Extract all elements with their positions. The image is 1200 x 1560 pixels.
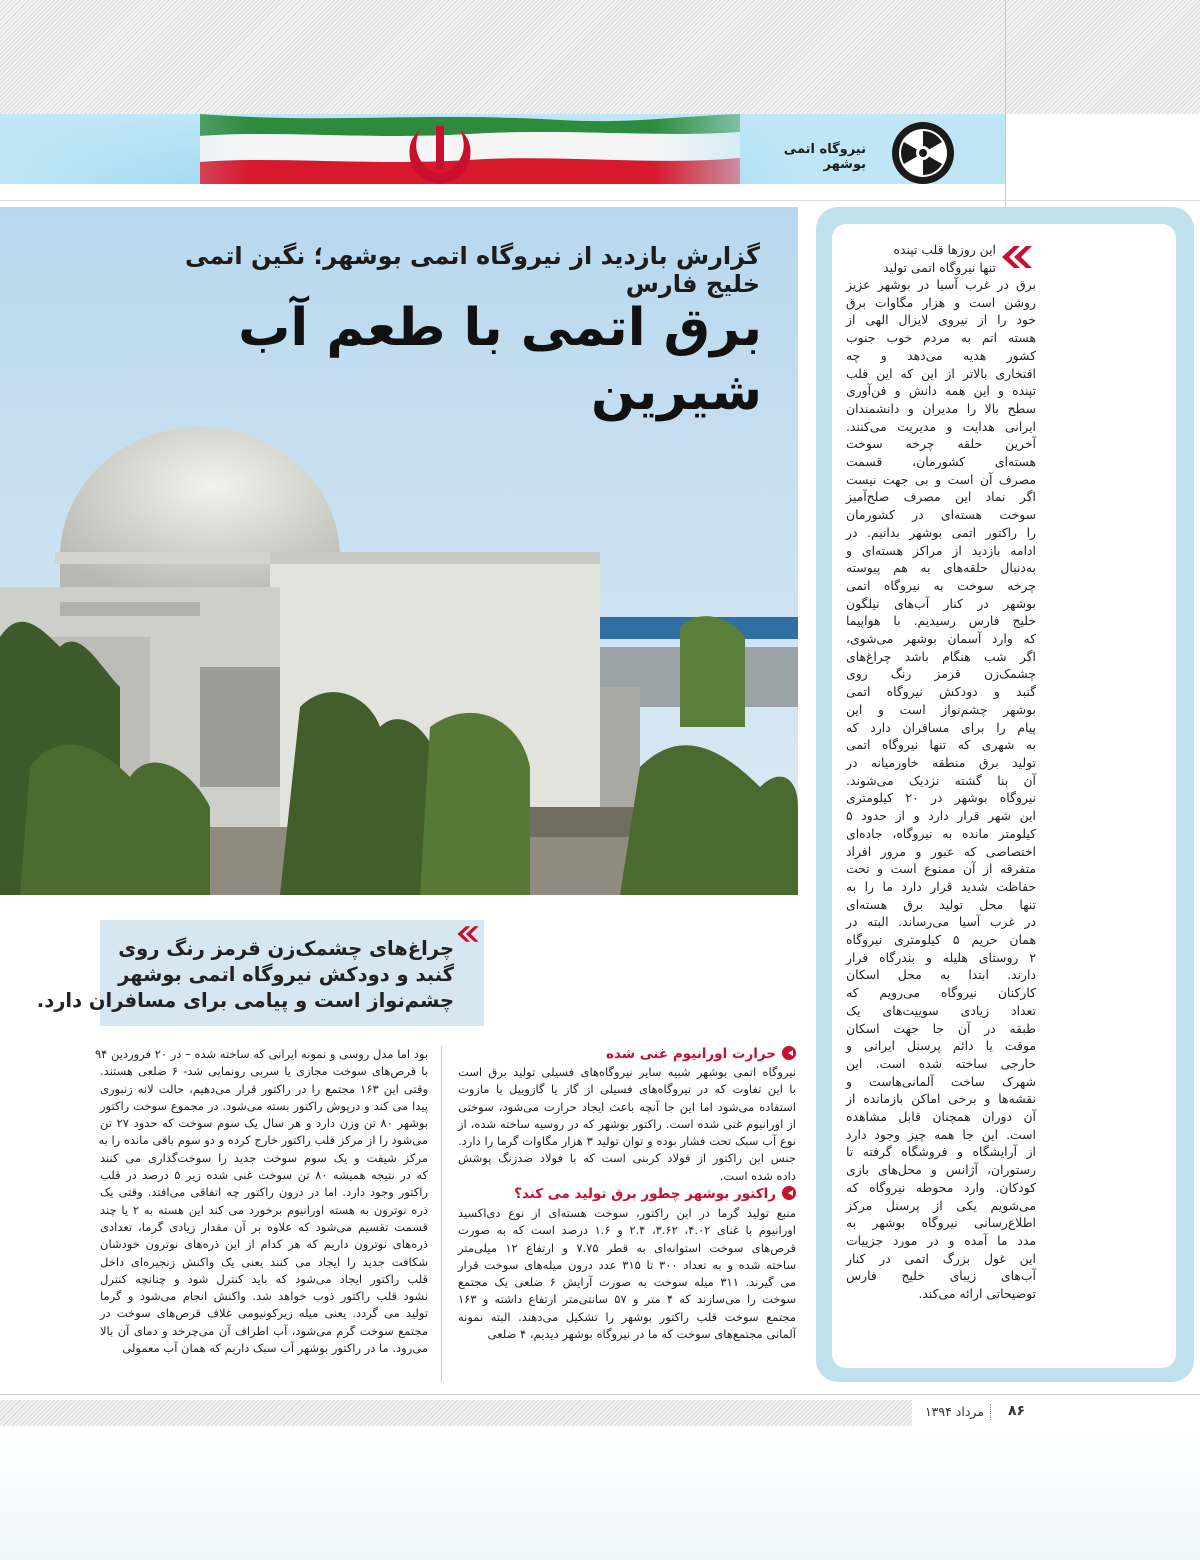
section-title-electricity [460, 1186, 796, 1202]
text-line: مجتمع سوخت گرم می‌شود، آب اطراف آن می‌چرخد و دمای آن بالا [100, 1323, 428, 1338]
text-line: با این تفاوت که در نیروگاه‌های فسیلی از گاز یا گازوییل یا مازوت [458, 1082, 796, 1097]
text-line: دارند. ابتدا به محل اسکان [846, 967, 1036, 983]
text-line: از اورانیوم غنی شده است. راکتور بوشهر که در روسیه ساخته شده، از [458, 1116, 796, 1131]
section-title-text: حرارت اورانیوم غنی شده [606, 1046, 776, 1062]
text-line: ذره نوترون به هسته اورانیوم برخورد می کند این هسته به ۲ یا چند [100, 1202, 428, 1217]
text-line: مصرف آن است و بی جهت نیست [846, 471, 1036, 487]
text-line: مدد ما آمده و در مورد جزییات [846, 1232, 1036, 1248]
arrow-bullet-icon [782, 1186, 796, 1200]
text-line: خود را از نیروی لایزال الهی از [846, 312, 1036, 328]
text-line: هسته‌ای کشورمان، قسمت [846, 454, 1036, 470]
text-line: قرص‌های سوخت استوانه‌ای به قطر ۷.۷۵ و ارتفاع ۱۲ میلی‌متر [458, 1240, 797, 1255]
text-line: نقشه‌ها و برخی اماکن بازمانده از [846, 1091, 1036, 1107]
text-line: اطلاع‌رسانی نیروگاه بوشهر به [846, 1215, 1036, 1231]
text-line: روشن است و هزار مگاوات برق [846, 294, 1036, 310]
text-line: کیلومتر مانده به نیروگاه، جاده‌ای [846, 825, 1036, 841]
middle-column-section2 [458, 1205, 796, 1343]
footer-separator [990, 1404, 991, 1420]
issue-date: مرداد ۱۳۹۴ [924, 1404, 984, 1419]
arrow-bullet-icon [782, 1046, 796, 1060]
text-line: چشمک‌زن قرمز رنگ روی [846, 666, 1036, 682]
text-line: سوخت هسته‌ای در کشورمان [846, 507, 1036, 523]
chevron-double-icon [1000, 244, 1034, 270]
text-line: رستوران، آژانس و محل‌های بازی [846, 1162, 1036, 1178]
pull-quote-text [36, 936, 454, 1014]
text-line: چراغ‌های چشمک‌زن قرمز رنگ روی [118, 937, 454, 960]
text-line: می‌شود را از مرکز قلب راکتور خارج کرده و دو سوم باقی مانده را به [98, 1133, 428, 1148]
text-line: که در نتیجه همیشه ۸۰ تن سوخت غنی شده زیر ۵ درصد در قلب [100, 1168, 428, 1183]
text-line: می‌رود. ما در راکتور بوشهر آب سبک داریم که همان آب معمولی [122, 1341, 428, 1356]
text-line: این شهر قرار دارد و از حدود ۵ [846, 808, 1036, 824]
text-line: مرکز شیفت و یک سوم سوخت جدید را سوخت‌گذاری می کنند [100, 1150, 428, 1165]
text-line: کشور هدیه می‌دهد و چه [846, 347, 1036, 363]
text-line: ذره‌های نوترون داریم که هر کدام از این ذره‌های نوترون خودشان [100, 1237, 428, 1252]
middle-column-section1 [458, 1064, 796, 1185]
text-line: وقتی این ۱۶۳ مجتمع را در راکتور قرار می‌دهیم، حالت لانه زنبوری [100, 1081, 428, 1096]
text-line: سطح بالا را مدیران و دانشمندان [846, 400, 1036, 416]
text-line: می گیرند. ۳۱۱ میله سوخت به صورت آرایش ۶ ضلعی یک مجتمع [458, 1275, 796, 1290]
text-line: تنها محل تولید برق هسته‌ای [846, 896, 1036, 912]
text-line: افتخاری بالاتر از این که این قلب [846, 365, 1036, 381]
text-line: بود اما مدل روسی و نمونه ایرانی که ساخته شده – در ۲۰ فروردین ۹۴ [94, 1047, 428, 1061]
header-band [0, 114, 1005, 184]
text-line: جنس این راکتور از فولاد کربنی است که با فولاد ضدزنگ پوشش [458, 1151, 796, 1166]
text-line: منبع تولید گرما در این راکتور، سوخت هسته‌ای از نوع دی‌اکسید [458, 1206, 796, 1220]
text-line: از آرایشگاه و فروشگاه گرفته تا [846, 1144, 1036, 1160]
text-line: هسته اتم به مردم خوب جنوب [846, 330, 1036, 346]
radiation-icon [890, 120, 956, 186]
text-line: ادامه بازدید از مراکز هسته‌ای و [846, 542, 1036, 558]
text-line: اگر شب هنگام باشد چراغ‌های [846, 648, 1036, 664]
text-line: همان حریم ۵ کیلومتری نیروگاه [846, 932, 1036, 948]
left-column-text [94, 1046, 428, 1357]
text-line: به‌دنبال حلقه‌های به هم پیوسته [846, 560, 1036, 576]
text-line: نیروگاه اتمی بوشهر شبیه سایر نیروگاه‌های فسیلی تولید برق است [458, 1065, 796, 1079]
chevron-double-icon [456, 924, 480, 944]
text-line: آخرین حلقه چرخه سوخت [846, 436, 1036, 452]
text-line: بوشهر چشم‌نواز است و این [846, 701, 1036, 717]
text-line: به شهری که تنها نیروگاه اتمی [846, 737, 1036, 753]
text-line: متفرقه از آن ممنوع است و تحت [846, 861, 1036, 877]
text-line: اورانیوم با غنای ۴.۰۲، ۳.۶۲، ۲.۴ و ۱.۶ درصد است که به صورت [458, 1223, 796, 1238]
text-line: موقت یا دائم پرسنل ایرانی و [846, 1038, 1036, 1054]
text-line: این روزها قلب تپنده [893, 242, 996, 257]
text-line: مجتمع سوخت قلب راکتور بوشهر را تشکیل می‌دهند. البته نمونه [458, 1309, 796, 1324]
section-label: نیروگاه اتمی بوشهر [783, 142, 866, 172]
text-line: قسمت تقسیم می‌شود که علاوه بر آن مقدار زیادی گرما، تعدادی [100, 1219, 428, 1234]
text-line: خلیج فارس رسیدیم. با هواپیما [846, 613, 1036, 629]
text-line: را راکتور اتمی بوشهر بدانیم. در [846, 524, 1036, 540]
text-line: آلمانی مجتمع‌های سوخت که ما در نیروگاه بوشهر دیدیم، ۴ ضلعی [487, 1327, 796, 1342]
text-line: کودکان. وارد محوطه نیروگاه که [846, 1179, 1036, 1195]
margin-line [1005, 0, 1006, 210]
text-line: تولید می گردد. یعنی میله زیرکونیومی غلاف قرص‌های سوخت در [100, 1306, 428, 1321]
column-divider [441, 1046, 442, 1382]
text-line: حفاظت شدید قرار دارد ما را به [846, 878, 1036, 894]
text-line: طبقه در آن جا جهت اسکان [846, 1020, 1036, 1036]
rule-top [0, 200, 1200, 201]
text-line: اگر نماد این مصرف صلح‌آمیز [846, 489, 1036, 505]
text-line: گنبد و دودکش نیروگاه اتمی [846, 684, 1036, 700]
text-line: چشم‌نواز است و پیامی برای مسافران دارد. [36, 989, 454, 1012]
text-line: گنبد و دودکش نیروگاه اتمی بوشهر [118, 963, 454, 986]
text-line: با قرص‌های سوخت مجازی یا سربی رونمایی شد- ۶ ضلعی هستند. [100, 1064, 428, 1079]
text-line: نیروگاه بوشهر در ۲۰ کیلومتری [846, 790, 1036, 806]
text-line: چرخه سوخت به نیروگاه اتمی [846, 577, 1036, 593]
sidebar-intro-text [846, 241, 996, 276]
text-line: آن دوران همچنان قابل مشاهده [846, 1109, 1036, 1125]
text-line: ساخته شده و به تعداد ۳۰۰ تا ۳۱۵ عدد درون میله‌های سوخت قرار [458, 1257, 796, 1272]
text-line: شهرک ساخت آلمانی‌هاست و [846, 1073, 1036, 1089]
text-line: راکتور وجود دارد. اما در درون راکتور چه اتفاقی می‌افتد. وقتی یک [100, 1185, 428, 1200]
text-line: آب‌های زیبای خلیج فارس [846, 1268, 1036, 1284]
sidebar-body-text [846, 276, 1036, 1303]
text-line: تولید برق منطقه خاورمیانه در [846, 754, 1036, 770]
text-line: کارکنان نیروگاه می‌رویم که [846, 985, 1036, 1001]
text-line: می‌شویم یکی از پرسنل مرکز [846, 1197, 1036, 1213]
text-line: سوخت را می‌سازند که ۴ متر و ۵۷ سانتی‌متر ارتفاع داشته و ۱۶۳ [458, 1292, 796, 1307]
text-line: تپنده و این همه دانش و فن‌آوری [846, 383, 1036, 399]
section-title-heat [460, 1046, 796, 1062]
text-line: بوشهر در کنار آب‌های نیلگون [846, 595, 1036, 611]
text-line: قلب راکتور ایجاد می‌شود که باید کنترل شود و چنانچه کنترل [100, 1271, 428, 1286]
text-line: نشود قلب راکتور ذوب خواهد شد. واکنش انجام می‌شود و گرما [100, 1289, 428, 1304]
text-line: داده شده است. [719, 1168, 796, 1183]
footer-rule [0, 1394, 1200, 1395]
text-line: تعداد زیادی سوییت‌های یک [846, 1002, 1036, 1018]
text-line: که وارد آسمان بوشهر می‌شوی، [846, 631, 1036, 647]
page-number: ۸۶ [1008, 1403, 1026, 1419]
text-line: استفاده می‌شود اما این جا آنچه باعث ایجاد حرارت می‌شود، سوختی [458, 1099, 796, 1114]
text-line: ۲ روستای هلیله و بندرگاه قرار [846, 949, 1036, 965]
text-line: ایرانی هدایت و مدیریت می‌کنند. [846, 418, 1036, 434]
text-line: این غول بزرگ اتمی در کنار [846, 1250, 1036, 1266]
text-line: اختصاصی که عبور و مرور افراد [846, 843, 1036, 859]
text-line: است. این جا همه چیز وجود دارد [846, 1126, 1036, 1142]
text-line: تنها نیروگاه اتمی تولید [883, 259, 996, 275]
footer-hatch [0, 1400, 912, 1426]
article-headline: برق اتمی با طعم آب شیرین [238, 298, 762, 422]
top-hatch-strip [0, 0, 1200, 114]
text-line: برق در غرب آسیا در بوشهر عزیز [846, 277, 1036, 292]
text-line: در غرب آسیا می‌رساند. البته در [846, 914, 1036, 930]
bottom-fade [0, 1428, 1200, 1560]
section-title-text: راکتور بوشهر چطور برق تولید می کند؟ [514, 1186, 776, 1202]
text-line: توضیحاتی ارائه می‌کند. [918, 1286, 1036, 1302]
text-line: پیام را برای مسافران دارد که [846, 719, 1036, 735]
text-line: نوع آب سبک تحت فشار بوده و توان تولید ۳ هزار مگاوات گرما را دارد. [458, 1134, 796, 1149]
text-line: آن بنا گشته نزدیک می‌شوند. [846, 772, 1036, 788]
text-line: شکافت جدید را ایجاد می کنند یعنی یک واکنش زنجیره‌ای داخل [100, 1254, 428, 1269]
text-line: پیدا می کند و درپوش راکتور بسته می‌شود. در مجموع سوخت راکتور [100, 1098, 428, 1113]
text-line: خارجی ساخته شده است. این [846, 1055, 1036, 1071]
text-line: بوشهر ۸۰ تن وزن دارد و هر سال یک سوم سوخت که حدود ۲۷ تن [100, 1116, 428, 1131]
article-kicker: گزارش بازدید از نیروگاه اتمی بوشهر؛ نگین اتمی خلیج فارس [184, 242, 760, 298]
